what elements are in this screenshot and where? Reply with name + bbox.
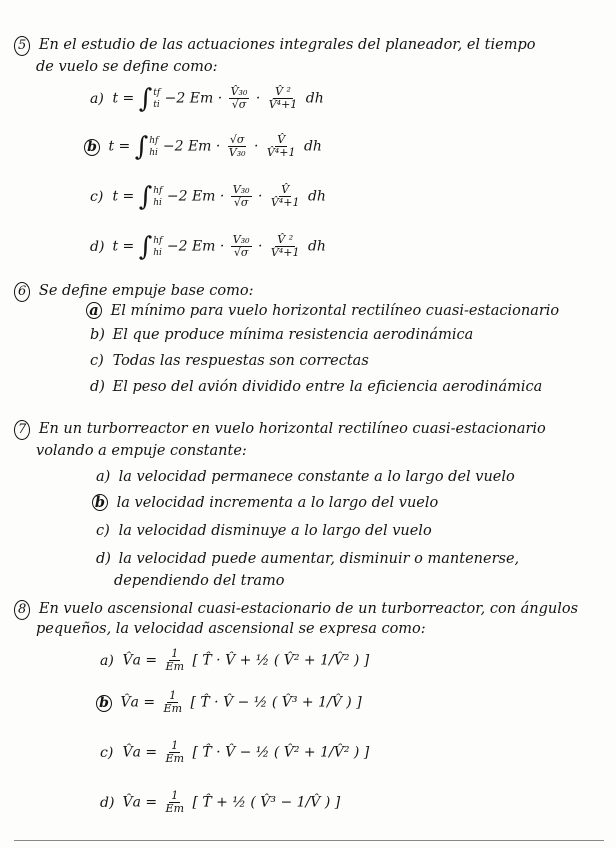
fraction: $\frac{1}{Em}$	[165, 647, 185, 673]
q7-option-b[interactable]	[92, 494, 438, 512]
selected-answer-mark: b	[84, 139, 100, 156]
q6-option-d[interactable]	[90, 378, 542, 396]
q7-stem-line2: volando a empuje constante:	[36, 443, 247, 459]
formula-lhs: V̂a =	[122, 744, 158, 761]
option-text: El que produce mínima resistencia aerodinámica	[112, 327, 474, 343]
q8-stem-line2: pequeños, la velocidad ascensional se expresa como:	[36, 621, 426, 637]
formula-lhs: t =	[112, 90, 135, 107]
q5-option-a[interactable]: a) t = ∫ tf ti −2 Em · $\frac{\text{V̂₃₀}}{√\sigma}$ · $\frac{\text{V̂ ²}}{\text{V̂⁴+1}}$ dh	[90, 83, 324, 114]
option-letter: a)	[96, 469, 111, 485]
page-bottom-divider	[14, 840, 604, 841]
q5-stem-text1: En el estudio de las actuaciones integrales del planeador, el tiempo	[38, 37, 536, 53]
option-letter: c)	[90, 353, 104, 369]
option-letter: a)	[90, 90, 104, 107]
option-letter: d)	[100, 794, 115, 811]
option-letter: d)	[96, 551, 111, 567]
formula-coef: −2 Em ·	[166, 188, 225, 205]
q7-option-c[interactable]	[96, 522, 432, 540]
q8-option-d[interactable]	[100, 790, 340, 815]
q5-stem-line2: de vuelo se define como:	[36, 59, 218, 75]
formula-body: [ T̂ · V̂ − ½ ( V̂³ + 1/V̂ ) ]	[190, 694, 362, 711]
selected-answer-mark: a	[86, 302, 102, 319]
formula-coef: −2 Em ·	[166, 238, 225, 255]
q6-stem	[14, 282, 254, 302]
option-letter: a)	[100, 652, 114, 669]
fraction: $\frac{\text{V₃₀}}{√\sigma}$	[232, 183, 250, 209]
option-text: la velocidad permanece constante a lo largo del vuelo	[118, 469, 515, 485]
q8-option-c[interactable]	[100, 740, 369, 765]
option-text: El peso del avión dividido entre la eficiencia aerodinámica	[112, 379, 543, 395]
formula-lhs: V̂a =	[122, 794, 158, 811]
q7-stem-line1	[14, 420, 546, 440]
fraction: $\frac{√\sigma}{\text{V₃₀}}$	[228, 133, 246, 159]
q6-option-a[interactable]	[86, 302, 559, 320]
q7-option-d-continuation: dependiendo del tramo	[114, 573, 285, 589]
q7-stem-text1: En un turborreactor en vuelo horizontal rectilíneo cuasi-estacionario	[38, 421, 546, 437]
q8-stem-text1: En vuelo ascensional cuasi-estacionario de un turborreactor, con ángulos	[38, 601, 579, 617]
fraction: $\frac{V̂}{\text{V̂⁴+1}}$	[266, 133, 296, 159]
formula-lhs: t =	[108, 138, 131, 155]
formula-lhs: V̂a =	[122, 652, 158, 669]
q7-option-a[interactable]	[96, 468, 515, 486]
integral-icon: ∫ hf hi	[138, 231, 163, 262]
option-text: la velocidad puede aumentar, disminuir o mantenerse,	[118, 551, 520, 567]
fraction: $\frac{\text{V̂₃₀}}{√\sigma}$	[230, 85, 248, 111]
q5-option-d[interactable]: d) t = ∫ hf hi −2 Em · $\frac{\text{V₃₀}}{√\sigma}$ · $\frac{\text{V̂ ²}}{\text{V̂⁴+1}}$ dh	[90, 231, 326, 262]
q8-option-b[interactable]	[96, 690, 362, 715]
q6-number: 6	[14, 282, 30, 302]
q5-option-c[interactable]: c) t = ∫ hf hi −2 Em · $\frac{\text{V₃₀}}{√\sigma}$ · $\frac{V̂}{\text{V̂⁴+1}}$ dh	[90, 181, 326, 212]
fraction: $\frac{1}{Em}$	[165, 739, 185, 765]
option-text: la velocidad incrementa a lo largo del vuelo	[116, 495, 439, 511]
differential: dh	[305, 90, 324, 107]
q5-stem-line1	[14, 36, 536, 56]
formula-lhs: t =	[112, 188, 135, 205]
option-text: la velocidad disminuye a lo largo del vuelo	[118, 523, 432, 539]
q6-option-b[interactable]	[90, 326, 473, 344]
option-text: El mínimo para vuelo horizontal rectilíneo cuasi-estacionario	[110, 303, 560, 319]
formula-body: [ T̂ · V̂ − ½ ( V̂² + 1/V̂² ) ]	[192, 744, 370, 761]
formula-coef: −2 Em ·	[162, 138, 221, 155]
formula-body: [ T̂ + ½ ( V̂³ − 1/V̂ ) ]	[192, 794, 341, 811]
fraction: $\frac{\text{V̂ ²}}{\text{V̂⁴+1}}$	[268, 85, 298, 111]
q8-number: 8	[14, 600, 30, 620]
q7-number: 7	[14, 420, 30, 440]
q8-option-a[interactable]	[100, 648, 369, 673]
selected-answer-mark: b	[96, 695, 112, 712]
integral-icon: ∫ hf hi	[138, 181, 163, 212]
option-letter: c)	[96, 523, 110, 539]
option-letter: b)	[90, 327, 105, 343]
fraction: $\frac{V̂}{\text{V̂⁴+1}}$	[270, 183, 300, 209]
q5-number: 5	[14, 36, 30, 56]
q5-option-b[interactable]: b t = ∫ hf hi −2 Em · $\frac{√\sigma}{\text{V₃₀}}$ · $\frac{V̂}{\text{V̂⁴+1}}$ dh	[84, 134, 322, 159]
formula-lhs: V̂a =	[120, 694, 156, 711]
fraction: $\frac{1}{Em}$	[163, 689, 183, 715]
option-letter: d)	[90, 379, 105, 395]
fraction: $\frac{\text{V₃₀}}{√\sigma}$	[232, 233, 250, 259]
formula-lhs: t =	[112, 238, 135, 255]
q7-option-d[interactable]	[96, 550, 519, 568]
q6-stem-text: Se define empuje base como:	[38, 283, 254, 299]
q8-stem-line1	[14, 600, 578, 620]
fraction: $\frac{1}{Em}$	[165, 789, 185, 815]
option-text: Todas las respuestas son correctas	[112, 353, 369, 369]
differential: dh	[307, 188, 326, 205]
integral-icon: ∫ hf hi	[134, 131, 159, 162]
selected-answer-mark: b	[92, 494, 108, 511]
formula-coef: −2 Em ·	[164, 90, 223, 107]
differential: dh	[307, 238, 326, 255]
fraction: $\frac{\text{V̂ ²}}{\text{V̂⁴+1}}$	[270, 233, 300, 259]
option-letter: c)	[100, 744, 114, 761]
integral-icon: ∫ tf ti	[138, 83, 161, 114]
option-letter: c)	[90, 188, 104, 205]
q6-option-c[interactable]	[90, 352, 369, 370]
formula-body: [ T̂ · V̂ + ½ ( V̂² + 1/V̂² ) ]	[192, 652, 370, 669]
differential: dh	[303, 138, 322, 155]
option-letter: d)	[90, 238, 105, 255]
